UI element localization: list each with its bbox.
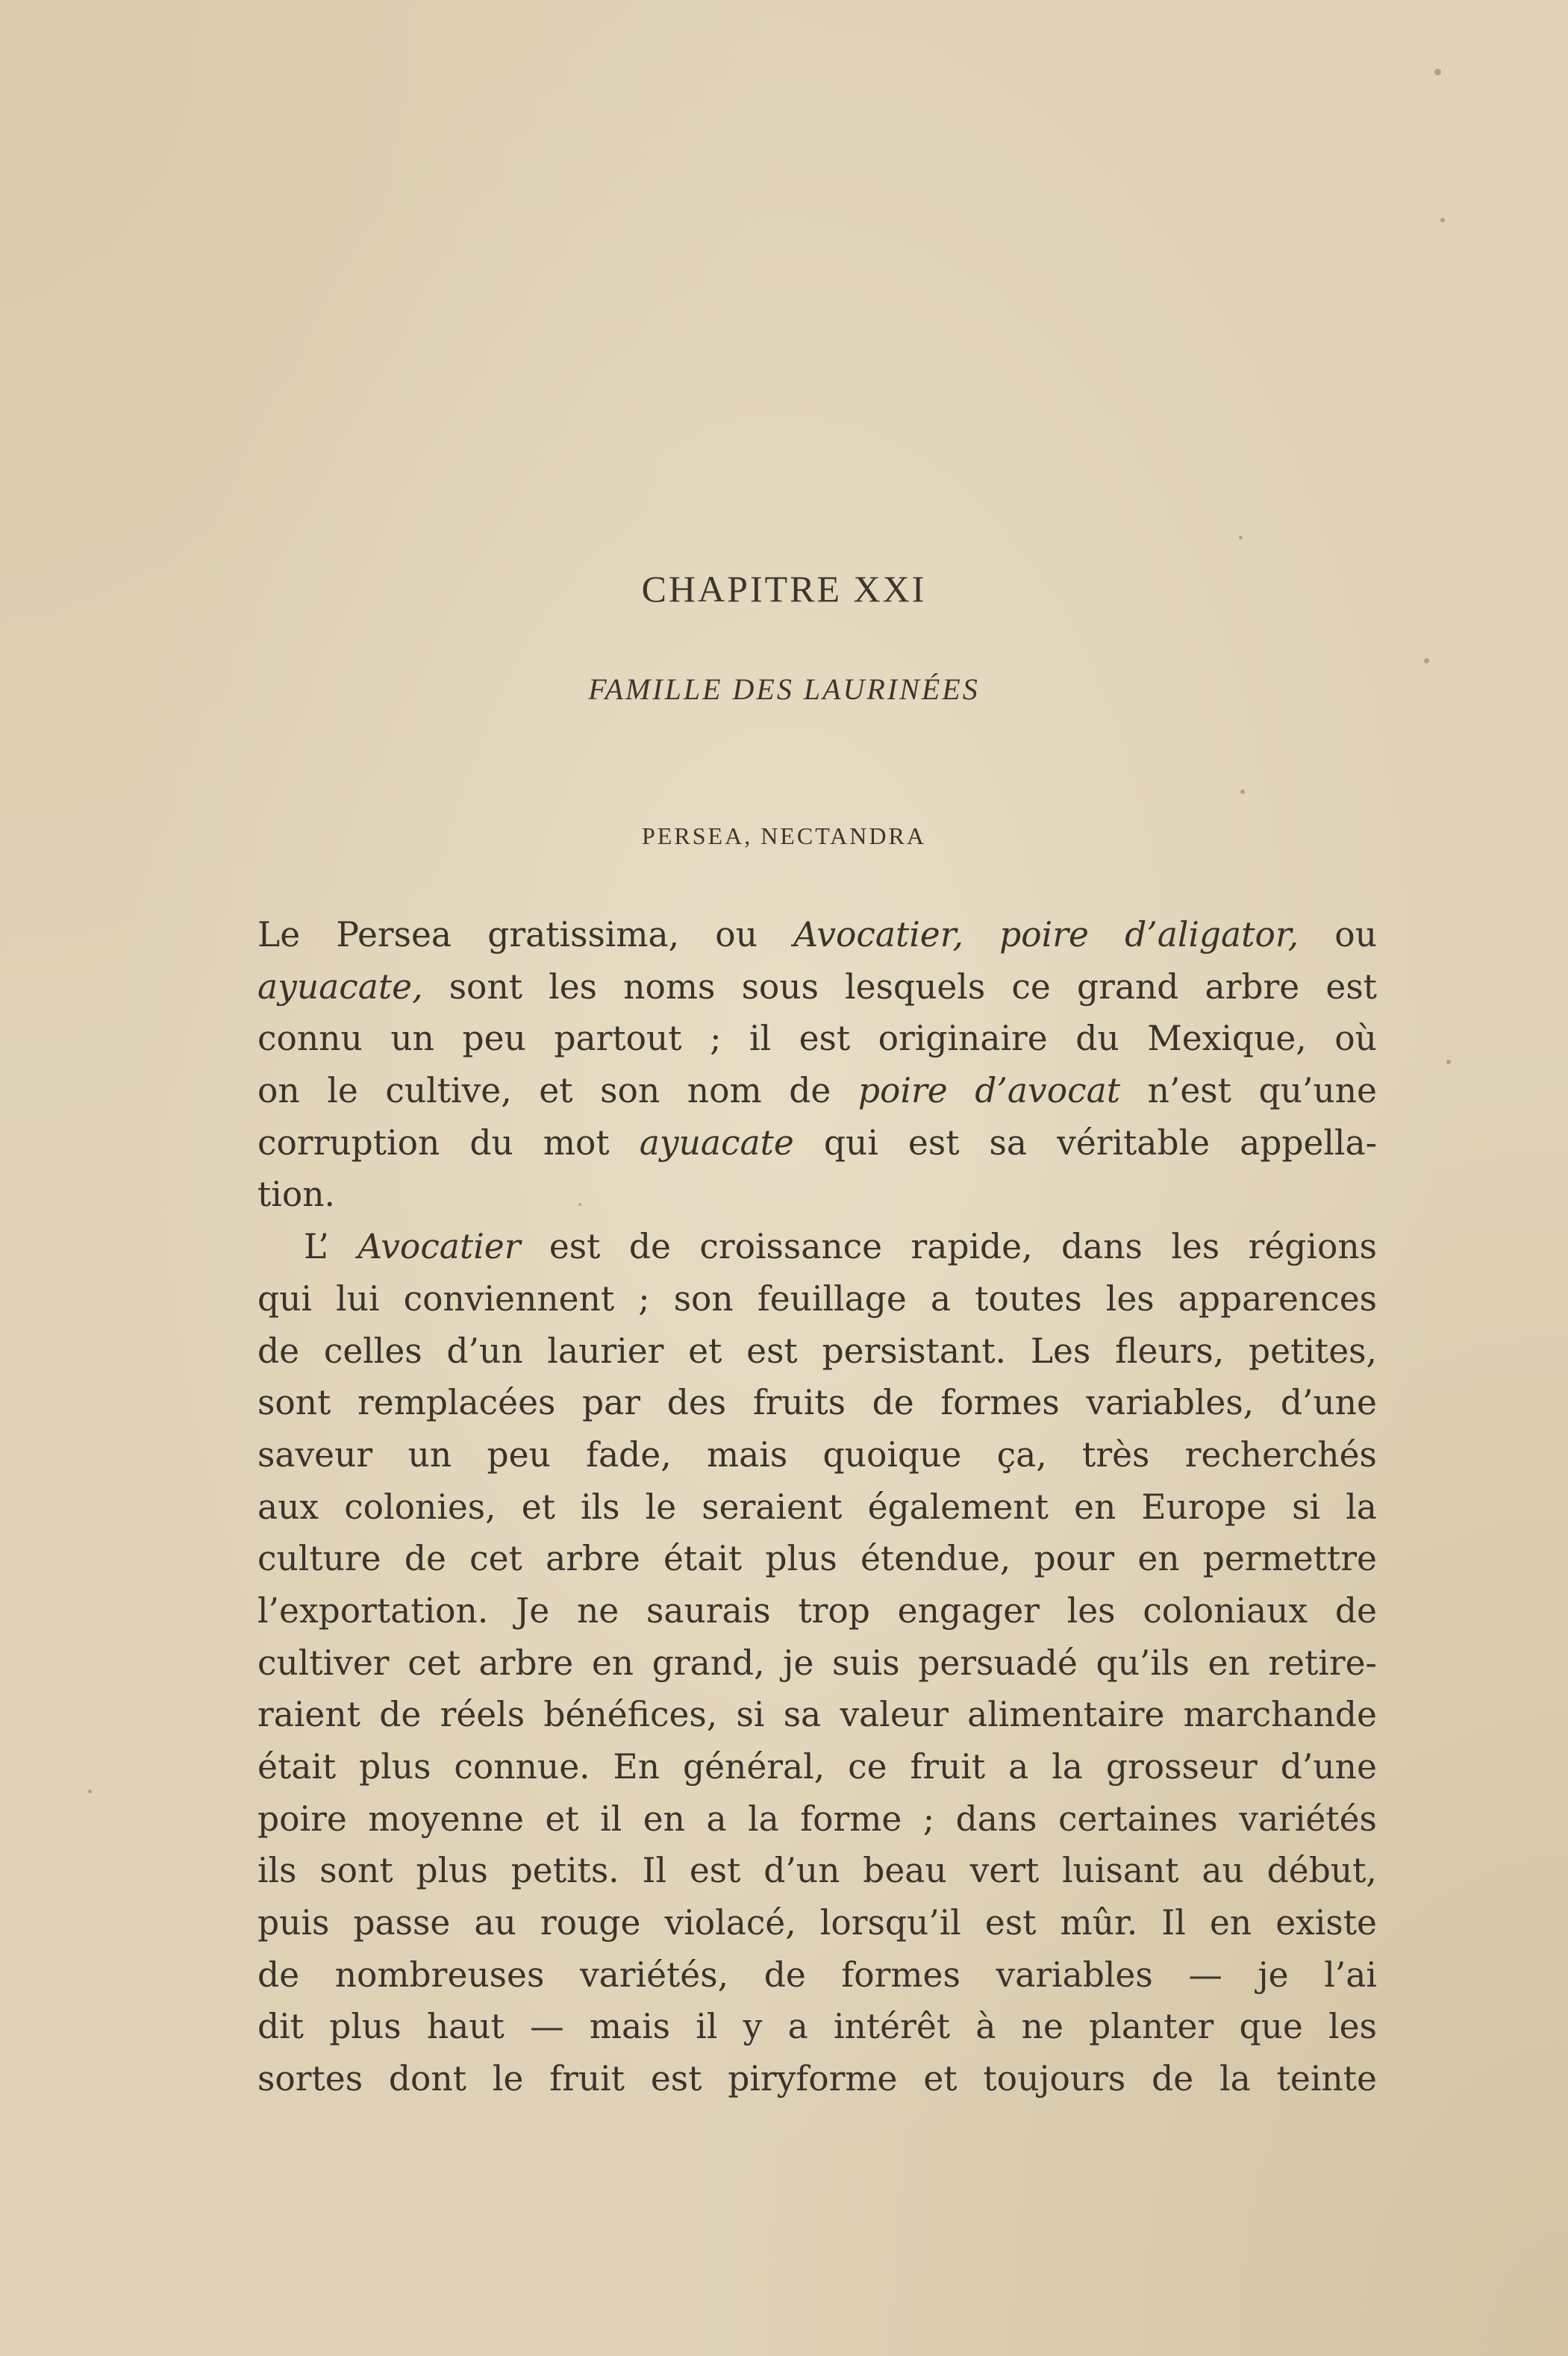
word: bénéfices, <box>543 1695 718 1735</box>
word: ça, <box>996 1434 1047 1475</box>
word: ce <box>1011 966 1051 1007</box>
word: a <box>706 1799 727 1839</box>
word: passe <box>353 1903 451 1943</box>
word: les <box>1171 1227 1220 1267</box>
word: persistant. <box>822 1331 1007 1371</box>
word: poire <box>858 1071 948 1111</box>
paper-speck <box>1239 536 1243 540</box>
text-line <box>257 1169 1377 1221</box>
word: Europe <box>1141 1487 1267 1527</box>
body-paragraphs <box>257 909 1377 2105</box>
word: aux <box>257 1487 319 1527</box>
word: sont <box>449 966 523 1007</box>
word: laurier <box>547 1331 664 1371</box>
word: trop <box>798 1590 870 1631</box>
word: raient <box>257 1695 360 1735</box>
text-line <box>257 1013 1377 1065</box>
word: luisant <box>1062 1851 1179 1891</box>
word: de <box>257 1331 300 1371</box>
word: très <box>1082 1434 1150 1475</box>
word: valeur <box>840 1695 949 1735</box>
word: en <box>1074 1487 1116 1527</box>
word: de <box>404 1539 446 1579</box>
word: noms <box>623 966 716 1007</box>
word: variables <box>996 1955 1153 1995</box>
word: en <box>591 1643 634 1683</box>
word: début, <box>1266 1851 1377 1891</box>
word: variétés, <box>579 1955 729 1995</box>
word: et <box>923 2059 958 2099</box>
word: retire- <box>1268 1643 1377 1683</box>
word: lui <box>336 1278 380 1319</box>
word: est <box>984 1903 1037 1943</box>
word: par <box>582 1383 641 1423</box>
word: et <box>521 1487 555 1527</box>
word: ils <box>581 1487 620 1527</box>
word: un <box>407 1434 452 1475</box>
word: est <box>650 2059 702 2099</box>
word: mot <box>543 1122 610 1163</box>
word: de <box>1152 2059 1194 2099</box>
word: formes <box>940 1383 1060 1423</box>
word: cultiver <box>257 1643 390 1683</box>
word: Il <box>1161 1903 1186 1943</box>
word: était <box>257 1747 337 1787</box>
word: au <box>474 1903 516 1943</box>
word: fruit <box>910 1747 986 1787</box>
word: L’ <box>304 1227 329 1267</box>
word: d’une <box>1280 1747 1377 1787</box>
word: colonies, <box>344 1487 496 1527</box>
word: a <box>1008 1747 1029 1787</box>
word: est <box>689 1851 741 1891</box>
text-line <box>257 1949 1377 2002</box>
word: petits. <box>510 1851 619 1891</box>
word: il <box>600 1799 622 1839</box>
word: croissance <box>699 1227 883 1267</box>
word: étendue, <box>860 1539 1011 1579</box>
word: Le <box>257 915 301 954</box>
word: quoique <box>822 1434 962 1475</box>
paper-speck <box>1240 790 1245 794</box>
word: les <box>549 966 598 1007</box>
word: un <box>390 1019 434 1059</box>
word: dont <box>388 2059 467 2099</box>
word: fade, <box>586 1434 672 1475</box>
word: on <box>257 1071 300 1111</box>
word: si <box>1292 1487 1321 1527</box>
word: le <box>492 2059 524 2099</box>
word: sortes <box>257 2059 363 2099</box>
family-subtitle: FAMILLE DES LAURINÉES <box>588 672 980 706</box>
word: est <box>908 1122 960 1163</box>
word: en <box>643 1799 685 1839</box>
word: formes <box>841 1955 961 1995</box>
word: saveur <box>257 1434 373 1475</box>
word: le <box>645 1487 677 1527</box>
word: celles <box>323 1331 422 1371</box>
word: forme <box>800 1799 902 1839</box>
word: mais <box>589 2007 671 2047</box>
word: d’une <box>1280 1383 1377 1423</box>
word: petites, <box>1249 1331 1377 1371</box>
word: mûr. <box>1060 1903 1138 1943</box>
word: de <box>379 1695 422 1735</box>
word: ; <box>710 1019 722 1059</box>
word: du <box>469 1122 513 1163</box>
word: saurais <box>646 1590 771 1631</box>
word: ne <box>1021 2007 1063 2047</box>
word: peu <box>462 1019 526 1059</box>
word: Les <box>1030 1331 1091 1371</box>
word: toujours <box>983 2059 1126 2099</box>
text-line <box>257 1117 1377 1169</box>
word: est <box>746 1331 798 1371</box>
word: plus <box>765 1539 837 1579</box>
word: engager <box>897 1590 1040 1631</box>
word: la <box>1052 1747 1083 1787</box>
word: — <box>1188 1955 1222 1995</box>
word: qu’ils <box>1096 1643 1190 1683</box>
word: recherchés <box>1184 1434 1377 1475</box>
word: d’avocat <box>975 1071 1120 1111</box>
word: existe <box>1275 1903 1377 1943</box>
word: fleurs, <box>1115 1331 1225 1371</box>
word: que <box>1239 2007 1303 2047</box>
word: et <box>539 1071 573 1111</box>
word: cet <box>407 1643 460 1683</box>
word: cultive, <box>385 1071 512 1111</box>
word: variétés <box>1239 1799 1377 1839</box>
word: véritable <box>1057 1122 1211 1163</box>
word: feuillage <box>757 1278 907 1319</box>
word: a <box>930 1278 952 1319</box>
word: fruit <box>549 2059 625 2099</box>
word: piryforme <box>728 2059 898 2099</box>
paper-speck <box>1424 658 1429 663</box>
word: ayuacate <box>639 1122 794 1163</box>
word: des <box>666 1383 727 1423</box>
word: de <box>872 1383 914 1423</box>
text-line <box>257 2053 1377 2105</box>
word: si <box>736 1695 765 1735</box>
word: nom <box>687 1071 762 1111</box>
word: son <box>673 1278 734 1319</box>
word: de <box>763 1955 806 1995</box>
text-line <box>257 1793 1377 1846</box>
word: ils <box>257 1851 297 1891</box>
paper-speck <box>88 1790 92 1793</box>
word: qui <box>823 1122 878 1163</box>
word: certaines <box>1058 1799 1218 1839</box>
word: en <box>1137 1539 1180 1579</box>
word: l’exportation. <box>257 1590 489 1631</box>
word: vert <box>969 1851 1040 1891</box>
word: coloniaux <box>1143 1590 1308 1631</box>
word: plus <box>329 2007 402 2047</box>
word: sa <box>783 1695 822 1735</box>
word: de <box>1334 1590 1377 1631</box>
paper-speck <box>1440 218 1445 222</box>
word: suis <box>831 1643 900 1683</box>
word: qu’une <box>1258 1071 1377 1111</box>
word: alimentaire <box>967 1695 1165 1735</box>
word: ; <box>638 1278 650 1319</box>
word: ce <box>848 1747 887 1787</box>
word: a <box>787 2007 808 2047</box>
word: En <box>613 1747 660 1787</box>
word: cet <box>469 1539 522 1579</box>
word: rouge <box>540 1903 641 1943</box>
word: marchande <box>1183 1695 1377 1735</box>
word: régions <box>1248 1227 1377 1267</box>
word: grand, <box>652 1643 765 1683</box>
word: de <box>628 1227 671 1267</box>
word: moyenne <box>368 1799 524 1839</box>
text-line <box>257 1065 1377 1117</box>
word: dans <box>1061 1227 1143 1267</box>
word: où <box>1334 1019 1377 1059</box>
word: persuadé <box>918 1643 1078 1683</box>
text-line <box>257 1585 1377 1637</box>
text-line <box>257 961 1377 1013</box>
word: est <box>549 1227 601 1267</box>
word: au <box>1202 1851 1244 1891</box>
word: les <box>1066 1590 1116 1631</box>
word: lesquels <box>845 966 986 1007</box>
word: les <box>1105 1278 1155 1319</box>
word: arbre <box>478 1643 574 1683</box>
word: et <box>545 1799 579 1839</box>
word: teinte <box>1276 2059 1377 2099</box>
word: était <box>663 1539 743 1579</box>
word: son <box>600 1071 660 1111</box>
word: Persea <box>336 915 452 954</box>
word: le <box>327 1071 358 1111</box>
word: la <box>748 1799 779 1839</box>
word: de <box>257 1955 300 1995</box>
word: arbre <box>1205 966 1300 1007</box>
word: variables, <box>1086 1383 1255 1423</box>
word: ayuacate, <box>257 966 423 1007</box>
word: sa <box>989 1122 1028 1163</box>
word: à <box>975 2007 996 2047</box>
text-line <box>257 1273 1377 1325</box>
word: plus <box>359 1747 431 1787</box>
word: beau <box>863 1851 947 1891</box>
word: apparences <box>1178 1278 1377 1319</box>
word: lorsqu’il <box>819 1903 961 1943</box>
word: réels <box>440 1695 525 1735</box>
word: est <box>799 1019 851 1059</box>
text-line <box>257 1377 1377 1429</box>
word: d’aligator, <box>1125 915 1299 954</box>
text-line <box>257 1897 1377 1949</box>
word: également <box>867 1487 1049 1527</box>
word: arbre <box>546 1539 640 1579</box>
text-line <box>257 1637 1377 1690</box>
word: grosseur <box>1105 1747 1258 1787</box>
word: poire <box>257 1799 347 1839</box>
word: dans <box>955 1799 1037 1839</box>
word: l’ai <box>1324 1955 1377 1995</box>
word: qui <box>257 1278 312 1319</box>
word: corruption <box>257 1122 440 1163</box>
word: est <box>1325 966 1377 1007</box>
word: ou <box>1334 915 1377 954</box>
word: la <box>1346 1487 1377 1527</box>
word: et <box>688 1331 722 1371</box>
word: sous <box>741 966 819 1007</box>
word: d’un <box>763 1851 840 1891</box>
text-line <box>257 1481 1377 1534</box>
genera-heading: PERSEA, NECTANDRA <box>642 822 926 849</box>
text-line <box>257 1325 1377 1378</box>
word: toutes <box>975 1278 1082 1319</box>
text-line <box>257 1845 1377 1897</box>
word: ou <box>715 915 758 954</box>
chapter-title: CHAPITRE XXI <box>641 568 927 610</box>
text-line <box>257 1741 1377 1793</box>
word: tion. <box>257 1175 335 1215</box>
word: les <box>1328 2007 1377 2047</box>
word: puis <box>257 1903 330 1943</box>
word: la <box>1219 2059 1251 2099</box>
word: ; <box>922 1799 935 1839</box>
word: du <box>1075 1019 1119 1059</box>
word: appella- <box>1240 1122 1377 1163</box>
word: Mexique, <box>1147 1019 1307 1059</box>
word: — <box>530 2007 564 2047</box>
word: y <box>743 2007 763 2047</box>
word: d’un <box>446 1331 523 1371</box>
word: partout <box>554 1019 682 1059</box>
word: en <box>1209 1903 1252 1943</box>
word: violacé, <box>664 1903 796 1943</box>
word: sont <box>319 1851 393 1891</box>
paper-speck <box>1434 69 1441 75</box>
word: je <box>783 1643 814 1683</box>
word: peu <box>487 1434 551 1475</box>
word: poire <box>999 915 1089 954</box>
word: en <box>1208 1643 1250 1683</box>
word: grand <box>1076 966 1179 1007</box>
word: n’est <box>1147 1071 1231 1111</box>
word: de <box>789 1071 831 1111</box>
word: nombreuses <box>334 1955 545 1995</box>
word: haut <box>426 2007 505 2047</box>
word: remplacées <box>357 1383 556 1423</box>
word: intérêt <box>834 2007 951 2047</box>
word: gratissima, <box>487 915 680 954</box>
word: Avocatier <box>357 1227 521 1267</box>
word: sont <box>257 1383 331 1423</box>
word: fruits <box>752 1383 846 1423</box>
word: plus <box>416 1851 488 1891</box>
word: rapide, <box>910 1227 1033 1267</box>
word: culture <box>257 1539 381 1579</box>
word: seraient <box>702 1487 843 1527</box>
word: dit <box>257 2007 304 2047</box>
word: ne <box>576 1590 619 1631</box>
word: mais <box>707 1434 788 1475</box>
word: connu <box>257 1019 363 1059</box>
text-line <box>257 2001 1377 2053</box>
word: il <box>749 1019 772 1059</box>
word: je <box>1258 1955 1289 1995</box>
text-line <box>257 909 1377 961</box>
paper-speck <box>1446 1060 1451 1064</box>
word: pour <box>1034 1539 1115 1579</box>
word: permettre <box>1202 1539 1377 1579</box>
word: planter <box>1089 2007 1214 2047</box>
word: Il <box>642 1851 666 1891</box>
text-line <box>257 1221 1377 1273</box>
word: connue. <box>454 1747 590 1787</box>
word: Avocatier, <box>793 915 963 954</box>
text-line <box>257 1689 1377 1741</box>
text-line <box>257 1429 1377 1481</box>
text-line <box>257 1533 1377 1585</box>
word: général, <box>683 1747 825 1787</box>
word: Je <box>516 1590 550 1631</box>
word: originaire <box>878 1019 1048 1059</box>
word: conviennent <box>403 1278 615 1319</box>
word: il <box>696 2007 718 2047</box>
